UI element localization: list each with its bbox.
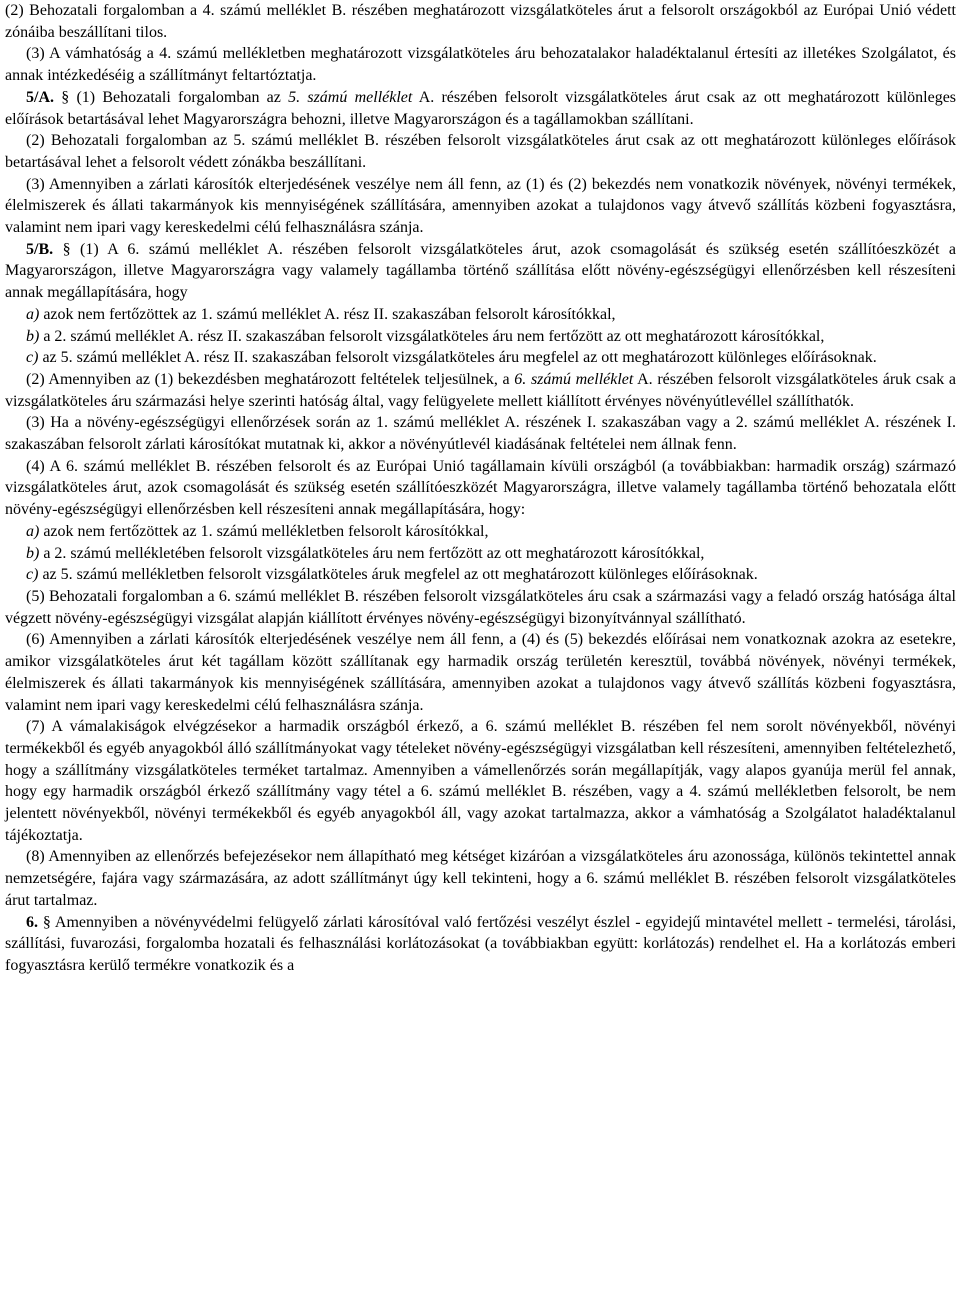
italic-text: 6. számú melléklet bbox=[514, 370, 634, 388]
text-run: a 2. számú melléklet A. rész II. szakaszában felsorolt vizsgálatköteles áru nem fertőzött az ott meghatározott károsítókkal, bbox=[39, 327, 825, 345]
text-run: azok nem fertőzöttek az 1. számú melléklet A. rész II. szakaszában felsorolt károsítókkal, bbox=[39, 305, 616, 323]
section-sign: § bbox=[61, 88, 70, 106]
paragraph bbox=[5, 912, 956, 977]
paragraph bbox=[5, 369, 956, 412]
italic-text: b) bbox=[26, 544, 40, 562]
section-sign: § bbox=[42, 913, 51, 931]
italic-text: 5. számú melléklet bbox=[288, 88, 413, 106]
section-number: 6. bbox=[26, 913, 43, 931]
paragraph bbox=[5, 130, 956, 173]
italic-text: b) bbox=[26, 327, 40, 345]
paragraph bbox=[5, 412, 956, 455]
italic-text: a) bbox=[26, 305, 40, 323]
italic-text: a) bbox=[26, 522, 40, 540]
text-run: (3) A vámhatóság a 4. számú mellékletben meghatározott vizsgálatköteles áru behozatalakor haladéktalanul értesíti az illetékes Szolgálatot, és annak intézkedéséig a szállítmányt feltartóztatja. bbox=[5, 45, 956, 85]
text-run: az 5. számú melléklet A. rész II. szakaszában felsorolt vizsgálatköteles áru megfelel az ott meghatározott különleges előírásoknak. bbox=[38, 349, 877, 367]
section-sign: § bbox=[62, 240, 71, 258]
section-number: 5/B. bbox=[26, 240, 63, 258]
text-run: (6) Amennyiben a zárlati károsítók elterjedésének veszélye nem áll fenn, a (4) és (5) bekezdés előírásai nem vonatkoznak azokra az esetekre, amikor vizsgálatköteles árut két tagállam között szállítanak egy harmadik ország területén keresztül, továbbá növények, növényi termékek, élelmiszerek és állati takarmányok kis mennyiségének szállítására, amennyiben azokat a tulajdonos vagy átvevő szállítás közbeni fogyasztásra, valamint nem ipari vagy kereskedelmi célú felhasználásra szánja. bbox=[5, 631, 956, 714]
italic-text: c) bbox=[26, 566, 39, 584]
paragraph bbox=[5, 0, 956, 43]
text-run: Amennyiben a növényvédelmi felügyelő zárlati károsítóval való fertőzési veszélyt észlel - egyidejű mintavétel mellett - termelési, tárolási, szállítási, fuvarozási, forgalomba hozatali és felhasználási korlátozásokat (a továbbiakban együtt: korlátozás) rendelhet el. Ha a korlátozás emberi fogyasztásra kerülő termékre vonatkozik és a bbox=[5, 913, 957, 974]
paragraph bbox=[5, 239, 956, 304]
paragraph bbox=[5, 564, 956, 586]
paragraph bbox=[5, 716, 956, 846]
paragraph bbox=[5, 304, 956, 326]
text-run: (7) A vámalakiságok elvégzésekor a harmadik országból érkező, a 6. számú melléklet B. részében fel nem sorolt növényekből, növényi termékekből és egyéb anyagokból álló szállítmányokat vagy tételeket növény-egészségügyi vizsgálatban kell részesíteni, amennyiben feltételezhető, hogy a szállítmány vizsgálatköteles terméket tartalmaz. Amennyiben a vámellenőrzés során megállapítják, vagy alapos gyanúja merül fel annak, hogy egy harmadik országból érkező szállítmány vagy tétel a 6. számú melléklet B. részében, vagy a 4. számú mellékletben felsorolt, be nem jelentett növényekből, növényi termékekből és egyéb anyagokból áll, vagy azokat tartalmazza, akkor a vámhatóság a Szolgálatot haladéktalanul tájékoztatja. bbox=[5, 718, 956, 844]
paragraph bbox=[5, 846, 956, 911]
text-run: (1) Behozatali forgalomban az bbox=[69, 88, 289, 106]
text-run: az 5. számú mellékletben felsorolt vizsgálatköteles áruk megfelel az ott meghatározott különleges előírásoknak. bbox=[38, 566, 758, 584]
section-number: 5/A. bbox=[26, 88, 62, 106]
paragraph bbox=[5, 326, 956, 348]
text-run: (3) Ha a növény-egészségügyi ellenőrzések során az 1. számú melléklet A. részének I. szakaszában vagy a 2. számú melléklet A. részének I. szakaszában felsorolt zárlati károsítókat mutatnak ki, akkor a növényútlevél kiadásának feltételei nem állnak fenn. bbox=[5, 414, 956, 454]
text-run: (2) Behozatali forgalomban az 5. számú melléklet B. részében felsorolt vizsgálatköteles árut csak az ott meghatározott különleges előírások betartásával lehet a felsorolt védett zónákba beszállítani. bbox=[5, 132, 956, 171]
italic-text: c) bbox=[26, 349, 39, 367]
paragraph bbox=[5, 347, 956, 369]
paragraph bbox=[5, 87, 956, 130]
paragraph bbox=[5, 586, 956, 629]
paragraph bbox=[5, 43, 956, 86]
paragraph bbox=[5, 521, 956, 543]
text-run: (2) Behozatali forgalomban a 4. számú melléklet B. részében meghatározott vizsgálatköteles árut a felsorolt országokból az Európai Unió védett zónáiba beszállítani tilos. bbox=[5, 2, 956, 41]
text-run: (3) Amennyiben a zárlati károsítók elterjedésének veszélye nem áll fenn, az (1) és (2) bekezdés nem vonatkozik növények, növényi termékek, élelmiszerek és állati takarmányok kis mennyiségének szállítására, amennyiben azokat a tulajdonos vagy átvevő szállítás közbeni fogyasztásra, valamint nem ipari vagy kereskedelmi célú felhasználásra szánja. bbox=[5, 175, 956, 237]
paragraph bbox=[5, 543, 956, 565]
text-run: a 2. számú mellékletében felsorolt vizsgálatköteles áru nem fertőzött az ott meghatározott károsítókkal, bbox=[39, 544, 705, 562]
text-run: (4) A 6. számú melléklet B. részében felsorolt és az Európai Unió tagállamain kívüli országból (a továbbiakban: harmadik ország) származó vizsgálatköteles árut, azok csomagolását és szükség esetén szállítóeszközét Magyarországra, illetve valamely tagállamba történő behozatala előtt növény-egészségügyi ellenőrzésben kell részesíteni annak megállapítására, hogy: bbox=[5, 457, 956, 519]
paragraph bbox=[5, 174, 956, 239]
paragraph bbox=[5, 456, 956, 521]
text-run: A. részében felsorolt vizsgálatköteles áruk csak a vizsgálatköteles áru származási helye szerinti hatóság által, vagy felügyelete mellett kiállított érvényes növényútlevéllel szállíthatók. bbox=[5, 370, 956, 410]
text-run: A. részében felsorolt vizsgálatköteles árut csak az ott meghatározott különleges előírások betartásával lehet Magyarországra behozni, illetve Magyarországon és a tagállamokban szállítani. bbox=[5, 88, 957, 128]
paragraph bbox=[5, 629, 956, 716]
text-run: (1) A 6. számú melléklet A. részében felsorolt vizsgálatköteles árut, azok csomagolását és szükség esetén szállítóeszközét a Magyarországon, illetve Magyarországra vagy valamely tagállamba történő szállítása előtt növény-egészségügyi ellenőrzésben kell részesíteni annak megállapítására, hogy bbox=[5, 240, 956, 302]
text-run: (2) Amennyiben az (1) bekezdésben meghatározott feltételek teljesülnek, a bbox=[26, 370, 515, 388]
text-run: azok nem fertőzöttek az 1. számú mellékletben felsorolt károsítókkal, bbox=[39, 522, 489, 540]
text-run: (5) Behozatali forgalomban a 6. számú melléklet B. részében felsorolt vizsgálatköteles áru csak a származási vagy a feladó ország hatósága által végzett növény-egészségügyi vizsgálat alapján kiállított érvényes növény-egészségügyi bizonyítvánnyal szállítható. bbox=[5, 587, 956, 627]
text-run: (8) Amennyiben az ellenőrzés befejezésekor nem állapítható meg kétséget kizáróan a vizsgálatköteles áru azonossága, különös tekintettel annak nemzetségére, fajára vagy származására, az adott szállítmányt úgy kell tekinteni, hogy a 6. számú melléklet B. részében felsorolt vizsgálatköteles árut tartalmaz. bbox=[5, 848, 956, 909]
